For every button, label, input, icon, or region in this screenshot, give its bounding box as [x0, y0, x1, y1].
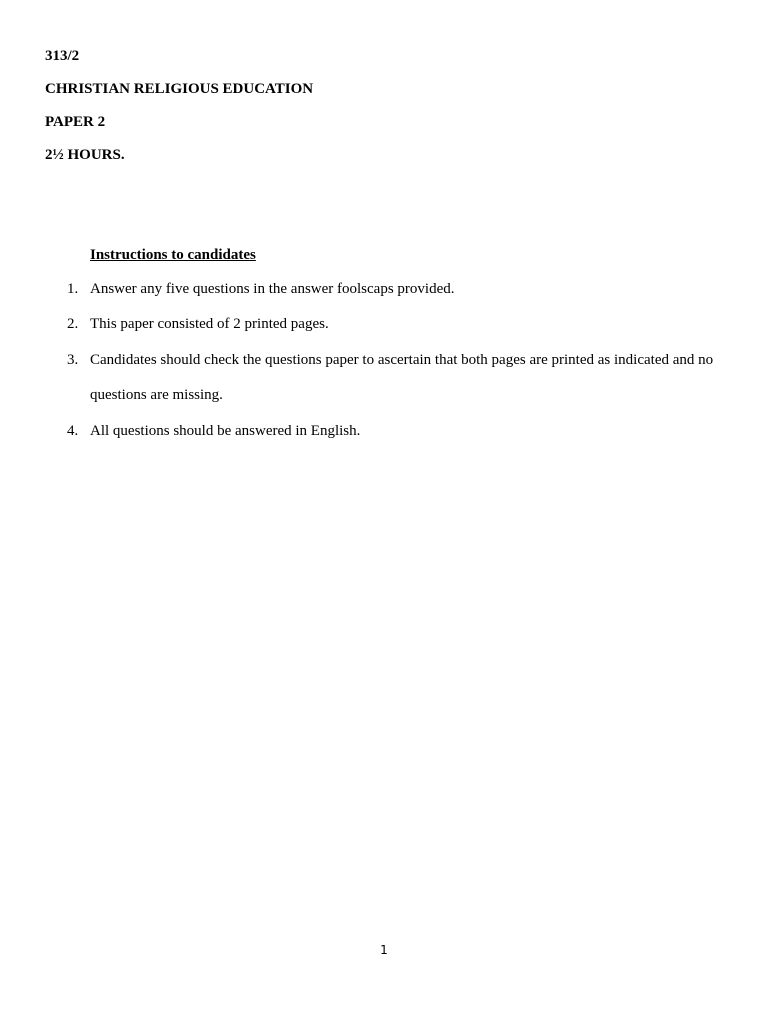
- paper-code: 313/2: [45, 48, 80, 64]
- instruction-text: Answer any five questions in the answer foolscaps provided.: [90, 281, 455, 297]
- exam-duration: 2½ HOURS.: [45, 147, 125, 163]
- instruction-number: 2.: [67, 316, 79, 332]
- instruction-number: 1.: [67, 281, 79, 297]
- instruction-number: 4.: [67, 423, 79, 439]
- instruction-number: 3.: [67, 352, 79, 368]
- instructions-heading: Instructions to candidates: [90, 247, 256, 263]
- page-number: 1: [380, 943, 388, 957]
- subject-title: CHRISTIAN RELIGIOUS EDUCATION: [45, 81, 314, 97]
- paper-number: PAPER 2: [45, 114, 106, 130]
- instruction-text: This paper consisted of 2 printed pages.: [90, 316, 329, 332]
- instruction-text: All questions should be answered in English.: [90, 423, 361, 439]
- instruction-text: Candidates should check the questions paper to ascertain that both pages are printed as indicated and no questions are missing.: [90, 352, 714, 403]
